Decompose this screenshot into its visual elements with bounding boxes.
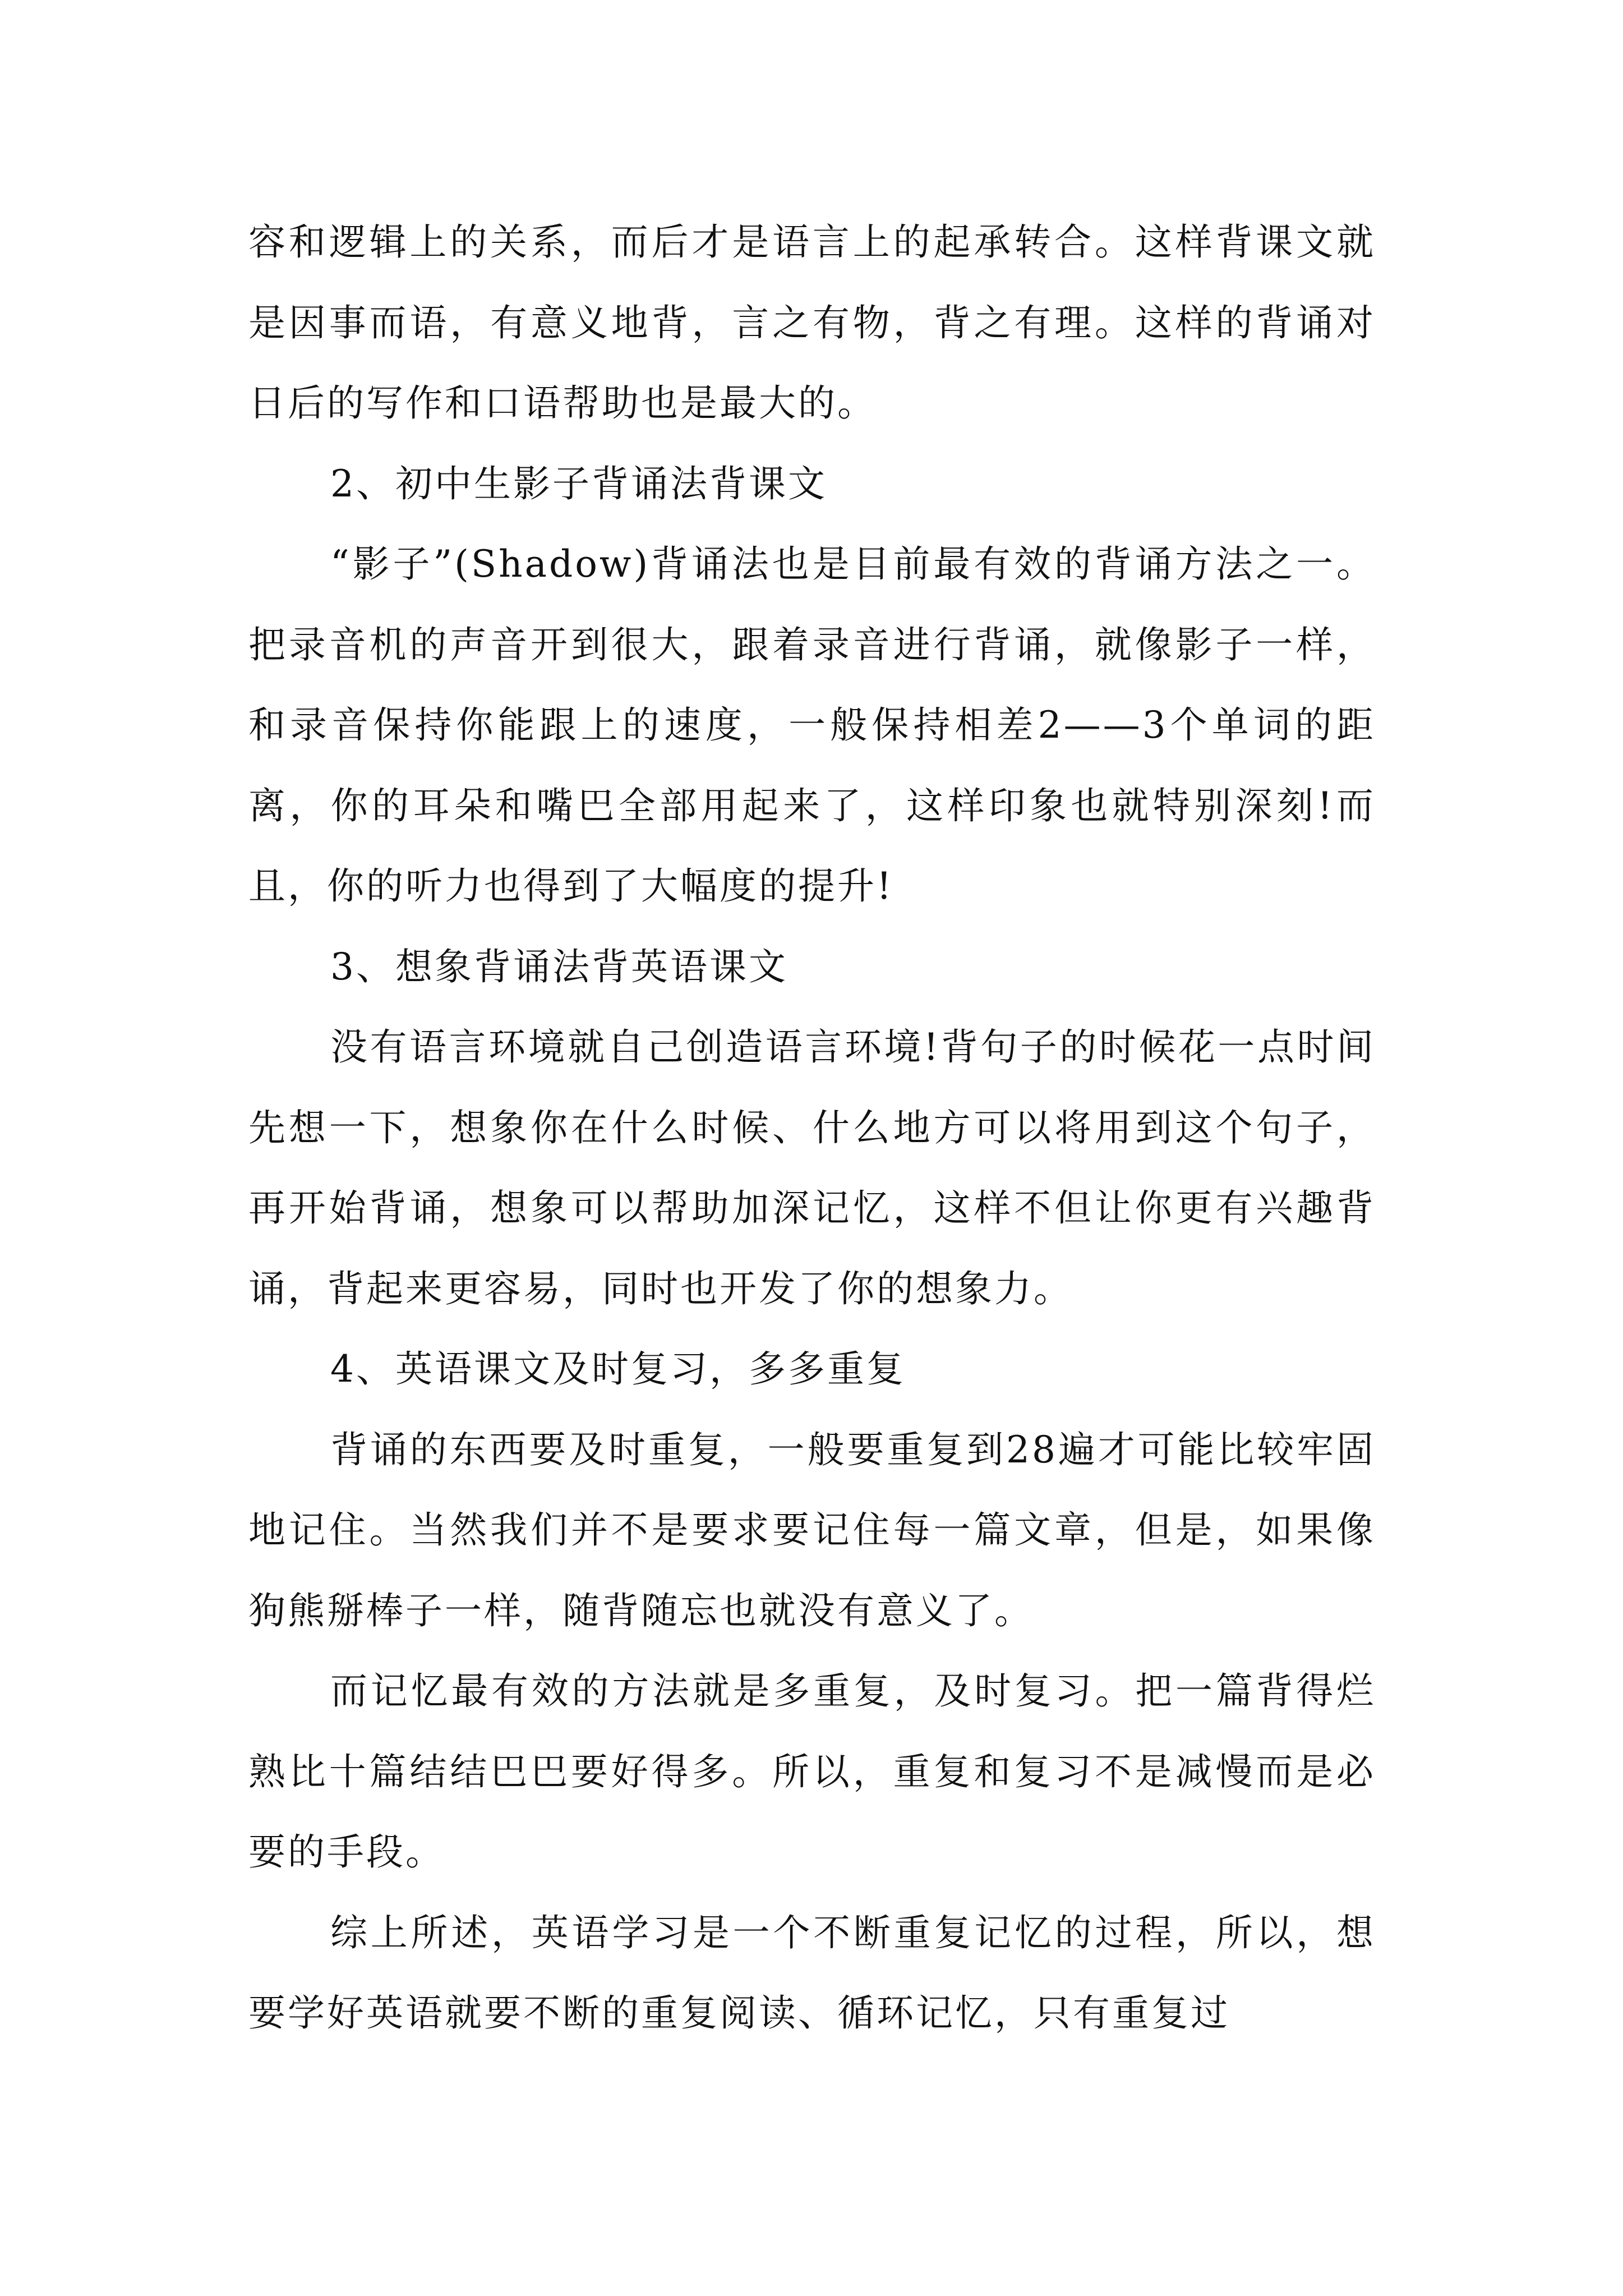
paragraph-continuation: 容和逻辑上的关系，而后才是语言上的起承转合。这样背课文就是因事而语，有意义地背，言之有物，背之有理。这样的背诵对日后的写作和口语帮助也是最大的。 [248,220,1376,425]
paragraph-summary: 综上所述，英语学习是一个不断重复记忆的过程，所以，想要学好英语就要不断的重复阅读、循环记忆，只有重复过 [248,1911,1376,2035]
section-heading-3: 3、想象背诵法背英语课文 [330,945,788,988]
paragraph-review: 而记忆最有效的方法就是多重复，及时复习。把一篇背得烂熟比十篇结结巴巴要好得多。所以，重复和复习不是减慢而是必要的手段。 [248,1669,1376,1874]
section-heading-2: 2、初中生影子背诵法背课文 [330,462,827,505]
paragraph-imagination-method: 没有语言环境就自己创造语言环境!背句子的时候花一点时间先想一下，想象你在什么时候、什么地方可以将用到这个句子，再开始背诵，想象可以帮助加深记忆，这样不但让你更有兴趣背诵，背起来更容易，同时也开发了你的想象力。 [248,1025,1376,1310]
paragraph-repetition: 背诵的东西要及时重复，一般要重复到28遍才可能比较牢固地记住。当然我们并不是要求要记住每一篇文章，但是，如果像狗熊掰棒子一样，随背随忘也就没有意义了。 [248,1428,1376,1632]
document-body [248,202,1376,2054]
section-heading-4: 4、英语课文及时复习，多多重复 [330,1347,906,1391]
paragraph-shadow-method: “影子”(Shadow)背诵法也是目前最有效的背诵方法之一。把录音机的声音开到很大，跟着录音进行背诵，就像影子一样，和录音保持你能跟上的速度，一般保持相差2——3个单词的距离，你的耳朵和嘴巴全部用起来了，这样印象也就特别深刻!而且，你的听力也得到了大幅度的提升! [248,542,1376,908]
